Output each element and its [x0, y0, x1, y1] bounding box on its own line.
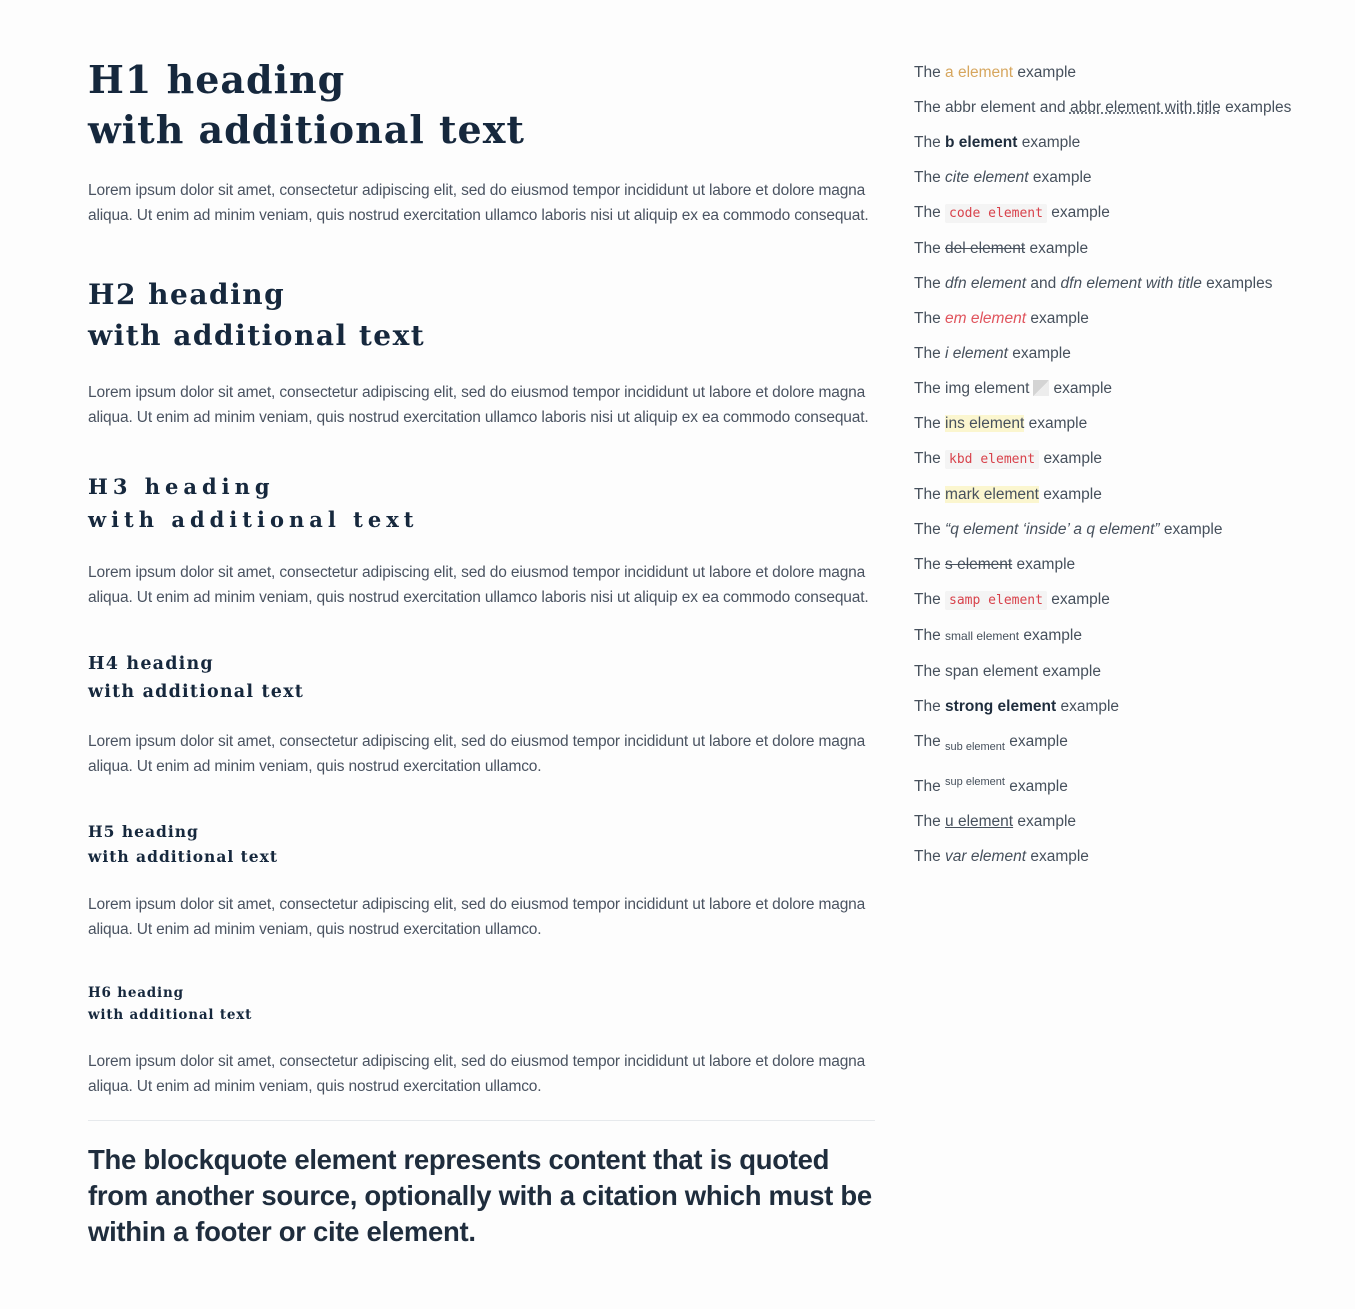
broken-image-icon — [1033, 380, 1049, 396]
strong-element-line: The strong element example — [914, 698, 1120, 715]
em-element: em element — [945, 310, 1027, 327]
strong-element: strong element — [945, 698, 1057, 715]
u-element: u element — [945, 813, 1014, 830]
del-element: del element — [945, 240, 1026, 257]
ins-element-line: The ins element example — [914, 415, 1088, 432]
dfn-with-title: dfn element with title — [1060, 275, 1202, 292]
sub-element-line: The $_{sub element}$ example — [914, 733, 1068, 753]
h5-heading — [88, 819, 875, 869]
h6-heading — [88, 982, 875, 1026]
sup-element-line: The $^{sup element}$ example — [914, 776, 1068, 795]
del-element-line: The del element example — [914, 240, 1089, 257]
h5-paragraph: Lorem ipsum dolor sit amet, consectetur adipiscing elit, sed do eiusmod tempor incididunt ut labore et dolore magna aliqua. Ut enim ad minim veniam, quis nostrud exercitation ullamco. — [88, 896, 866, 938]
h4-line1: H4 heading — [88, 654, 214, 674]
kbd-element: kbd element — [945, 450, 1039, 469]
h2-paragraph: Lorem ipsum dolor sit amet, consectetur adipiscing elit, sed do eiusmod tempor incididunt ut labore et dolore magna aliqua. Ut enim ad minim veniam, quis nostrud exercitation ullamco laboris nisi ut aliquip ex ea commodo consequat. — [88, 384, 869, 426]
h3-line2: with additional text — [88, 507, 419, 532]
code-element-line: The code element example — [914, 204, 1110, 221]
h4-paragraph: Lorem ipsum dolor sit amet, consectetur adipiscing elit, sed do eiusmod tempor incididunt ut labore et dolore magna aliqua. Ut enim ad minim veniam, quis nostrud exercitation ullamco. — [88, 733, 866, 775]
kbd-element-line: The kbd element example — [914, 450, 1103, 467]
divider — [88, 1120, 875, 1121]
h6-line2: with additional text — [88, 1007, 253, 1023]
blockquote: The blockquote element represents content that is quoted from another source, optionally with a citation which must be within a footer or cite element. — [88, 1144, 872, 1247]
h6-paragraph: Lorem ipsum dolor sit amet, consectetur adipiscing elit, sed do eiusmod tempor incididunt ut labore et dolore magna aliqua. Ut enim ad minim veniam, quis nostrud exercitation ullamco. — [88, 1053, 866, 1095]
small-element-line: The small element example — [914, 627, 1082, 644]
h2-heading — [88, 274, 875, 356]
em-element-line: The em element example — [914, 310, 1089, 327]
h3-paragraph: Lorem ipsum dolor sit amet, consectetur adipiscing elit, sed do eiusmod tempor incididunt ut labore et dolore magna aliqua. Ut enim ad minim veniam, quis nostrud exercitation ullamco laboris nisi ut aliquip ex ea commodo consequat. — [88, 564, 869, 606]
b-element: b element — [945, 134, 1018, 151]
abbr-with-title: abbr element with title — [1069, 99, 1221, 116]
var-element-line: The var element example — [914, 848, 1089, 865]
s-element-line: The s element example — [914, 556, 1076, 573]
h5-line2: with additional text — [88, 847, 279, 866]
h1-line2: with additional text — [88, 107, 525, 152]
u-element-line: The u element example — [914, 813, 1077, 830]
h1-heading — [88, 55, 875, 155]
abbr-element-line: The abbr element and abbr element with title examples — [914, 99, 1292, 116]
dfn-element: dfn element — [945, 275, 1027, 292]
h5-line1: H5 heading — [88, 822, 199, 841]
h4-heading — [88, 650, 875, 706]
ins-element: ins element — [945, 415, 1025, 432]
a-element-line: The a element example — [914, 64, 1077, 81]
span-element: The span element example — [914, 663, 1101, 680]
span-element-line — [914, 659, 1334, 684]
h4-line2: with additional text — [88, 682, 305, 702]
mark-element: mark element — [945, 486, 1039, 503]
i-element: i element — [945, 345, 1008, 362]
var-element: var element — [945, 848, 1027, 865]
cite-element: cite element — [945, 169, 1029, 186]
h2-line2: with additional text — [88, 319, 426, 352]
h3-line1: H3 heading — [88, 474, 275, 499]
s-element: s element — [945, 556, 1013, 573]
sub-element: sub element — [945, 741, 1005, 753]
q-element: “q element ‘inside’ a q element” — [945, 521, 1160, 538]
h3-heading — [88, 470, 875, 536]
h1-line1: H1 heading — [88, 57, 346, 102]
q-element-line: The “q element ‘inside’ a q element” example — [914, 521, 1223, 538]
dfn-element-line: The dfn element and dfn element with title examples — [914, 275, 1273, 292]
img-element-line: The img element example — [914, 380, 1113, 397]
a-element-link[interactable]: a element — [945, 64, 1014, 81]
inline-elements-list — [914, 60, 1334, 879]
b-element-line: The b element example — [914, 134, 1081, 151]
h1-paragraph: Lorem ipsum dolor sit amet, consectetur adipiscing elit, sed do eiusmod tempor incididunt ut labore et dolore magna aliqua. Ut enim ad minim veniam, quis nostrud exercitation ullamco laboris nisi ut aliquip ex ea commodo consequat. — [88, 182, 869, 224]
samp-element: samp element — [945, 591, 1047, 610]
mark-element-line: The mark element example — [914, 486, 1102, 503]
sup-element: sup element — [945, 776, 1005, 788]
code-element: code element — [945, 204, 1047, 223]
main-content — [88, 55, 875, 1250]
h6-line1: H6 heading — [88, 985, 184, 1001]
samp-element-line: The samp element example — [914, 591, 1110, 608]
i-element-line: The i element example — [914, 345, 1071, 362]
cite-element-line: The cite element example — [914, 169, 1092, 186]
h2-line1: H2 heading — [88, 278, 286, 311]
small-element: small element — [945, 629, 1020, 643]
